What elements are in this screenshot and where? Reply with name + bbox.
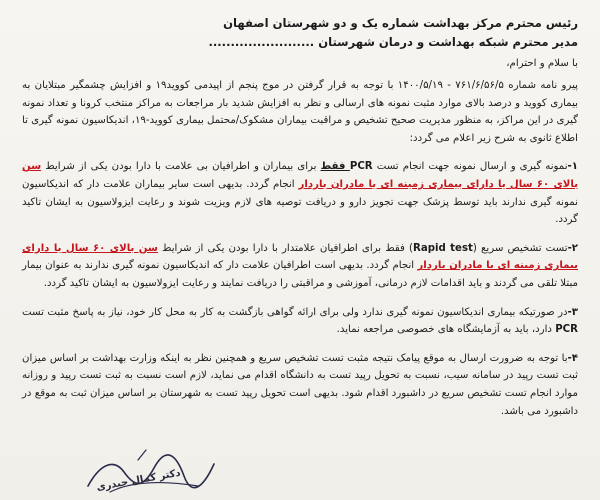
greeting: با سلام و احترام،	[506, 58, 578, 69]
item-3-text-a: در صورتیکه بیماری اندیکاسیون نمونه گیری ندارد ولی برای ارائه گواهی بازگشت به کار به محل کار خود، نیاز به پاسخ مثبت تست	[22, 306, 568, 318]
item-4-number: ۴-	[567, 352, 578, 364]
item-2-text-e: انجام گردد. بدیهی است اطرافیان علامت دار که اندیکاسیون نمونه گیری ندارند به عنوان بیمار مبتلا تلقی می گردند و باید اقدامات لازم درمانی، آموزشی و مراقبتی را دریافت نمایند و رعایت ایزولاسیون به ایشان تاکید گردد.	[22, 260, 578, 289]
item-4-paragraph	[22, 350, 578, 420]
item-1-only: فقط	[320, 161, 350, 173]
item-1-conditions: سن بالای ۶۰ سال یا دارای بیماری زمینه ای یا مادران باردار	[22, 161, 579, 190]
item-3-text-c: دارد، باید به آزمایشگاه های خصوصی مراجعه نماید.	[336, 324, 556, 336]
item-2-text-a: تست تشخیص سریع (	[472, 242, 568, 254]
item-2-paragraph	[22, 240, 578, 293]
recipient-line-1: رئیس محترم مرکز بهداشت شماره یک و دو شهرستان اصفهان	[223, 16, 578, 30]
item-4-text-a: با توجه به ضرورت ارسال به موقع پیامک نتیجه مثبت تست تشخیص سریع و همچنین نظر به اینکه وزارت بهداشت بر اساس میزان ثبت تست رپید در سامانه سیب، نسبت به تحویل رپید تست به دانشگاه اقدام می نماید، لازم است نسبت به ثبت تست رپید و روزانه موارد انجام تست تشخیص سریع در داشبورد اقدام شود. بدیهی است تحویل رپید تست به شهرستان بر اساس میزان ثبت به موقع در داشبورد می باشد.	[22, 352, 578, 417]
item-1-text-d: برای بیماران و اطرافیان بی علامت با دارا بودن یکی از شرایط	[41, 161, 321, 173]
item-3-paragraph	[22, 304, 578, 339]
item-1-pcr: PCR	[349, 161, 373, 173]
item-3-pcr: PCR	[555, 324, 578, 336]
item-3-number: ۳-	[567, 306, 578, 318]
recipient-line-2: مدیر محترم شبکه بهداشت و درمان شهرستان ........................	[208, 35, 578, 49]
item-1-text-f: انجام گردد. بدیهی است سایر بیماران علامت دار که اندیکاسیون نمونه گیری ندارند باید توسط پزشک جهت تجویز دارو و دریافت توصیه های لازم ویزیت شوند و رعایت ایزولاسیون به ایشان تاکید گردد.	[22, 178, 578, 226]
item-1-paragraph	[22, 158, 578, 228]
item-1-text-a: نمونه گیری و ارسال نمونه جهت انجام تست	[372, 161, 568, 173]
item-2-rapid-test: Rapid test	[412, 242, 473, 254]
signatory-name: دکتر کمال حیدری	[95, 467, 182, 494]
item-1-number: ۱-	[567, 161, 578, 173]
item-2-number: ۲-	[567, 242, 579, 254]
item-2-text-c: ) فقط برای اطرافیان علامتدار با دارا بودن یکی از شرایط	[157, 242, 413, 254]
item-2-conditions: سن بالای ۶۰ سال یا دارای بیماری زمینه ای یا مادران باردار	[22, 242, 578, 272]
intro-paragraph: پیرو نامه شماره ۷۶۱/۶/۵۶/۵ - ۱۴۰۰/۵/۱۹ با توجه به قرار گرفتن در موج پنجم از اپیدمی کووید۱۹ و افزایش چشمگیر مبتلایان به بیماری کووید و درصد بالای موارد مثبت نمونه های ارسالی و نظر به افزایش شدید بار مراجعات به مراکز منتخب کرونا و تعداد نمونه گیری در این مراکز، به منظور مدیریت صحیح تشخیص و مراقبت بیماران مشکوک/محتمل بیماری کووید-۱۹، اندیکاسیون نمونه گیری تا اطلاع ثانوی به شرح زیر اعلام می گردد:	[22, 80, 579, 144]
